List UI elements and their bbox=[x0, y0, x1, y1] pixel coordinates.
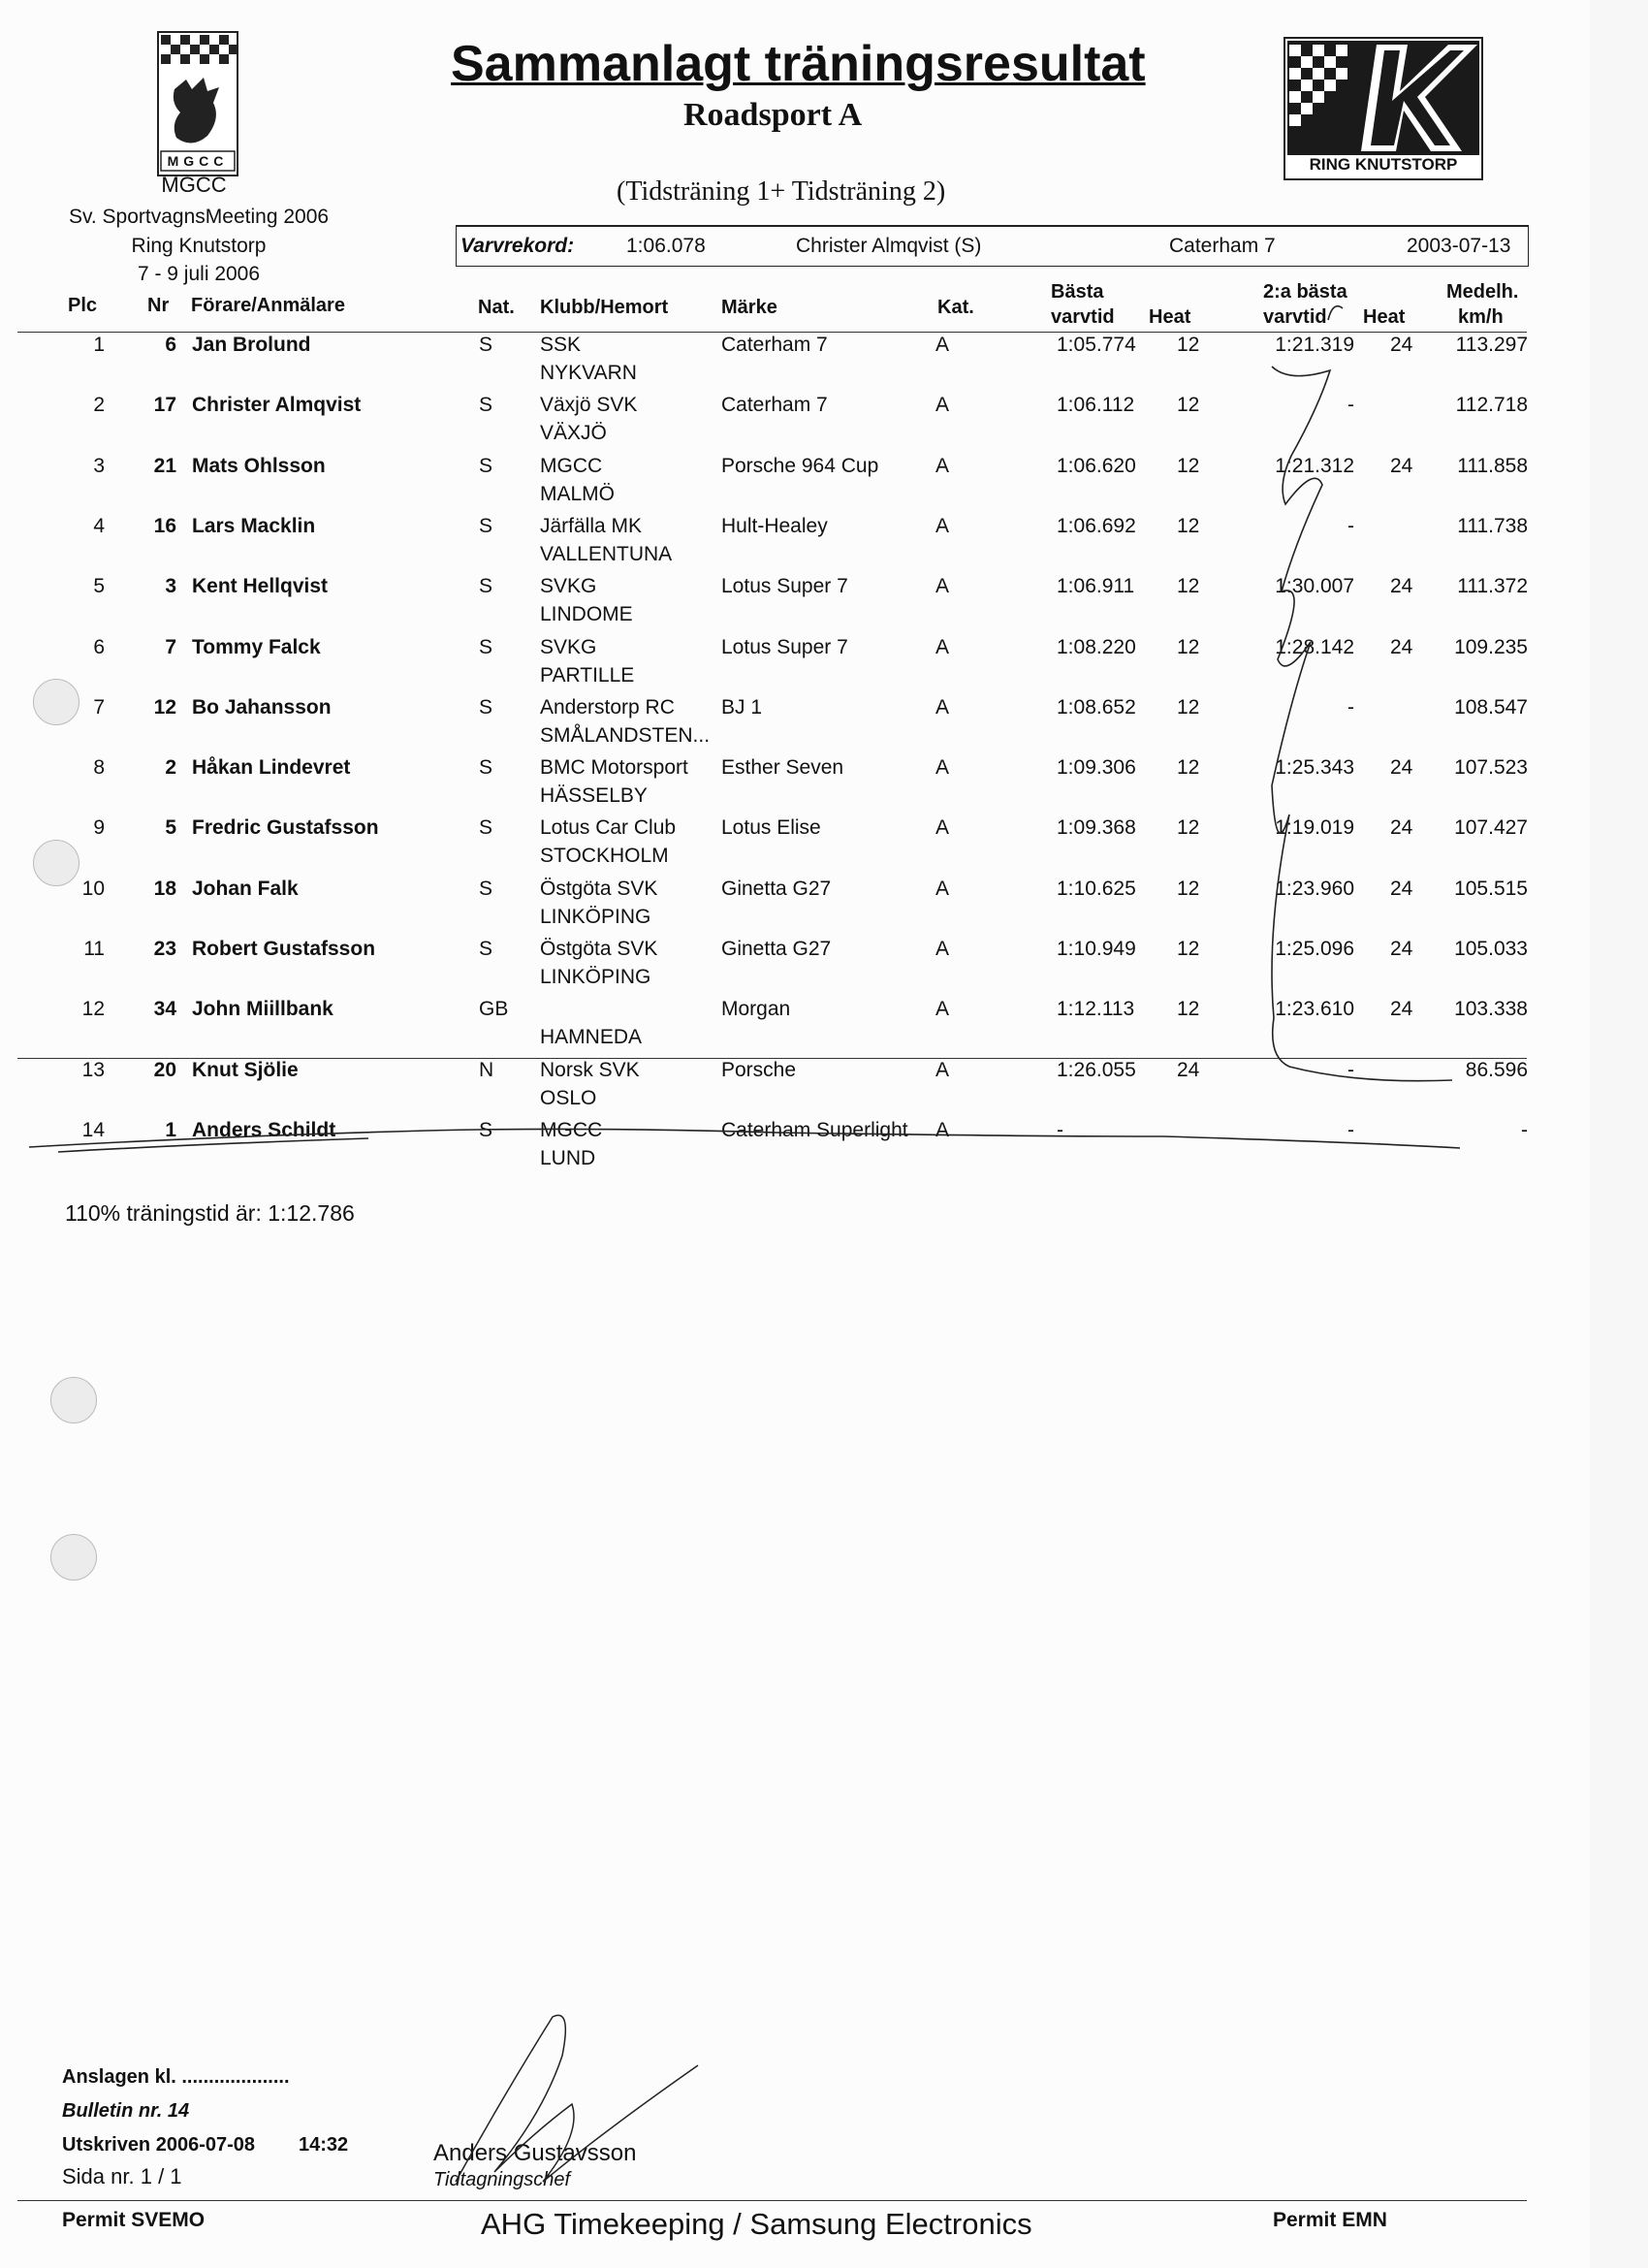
cell-nat: GB bbox=[479, 998, 509, 1021]
cell-best: 1:06.911 bbox=[1057, 575, 1135, 598]
cell-town: VALLENTUNA bbox=[540, 542, 673, 565]
cell-cat: A bbox=[935, 394, 950, 417]
cell-heat2: 24 bbox=[1390, 575, 1413, 598]
cell-heat2: 24 bbox=[1390, 938, 1413, 960]
cell-second: - bbox=[1347, 394, 1354, 417]
cell-plc: 1 bbox=[93, 334, 105, 356]
cell-nat: S bbox=[479, 756, 493, 780]
cell-town: LINKÖPING bbox=[540, 905, 651, 928]
cell-make: Caterham 7 bbox=[721, 394, 828, 417]
cell-nat: N bbox=[479, 1058, 494, 1081]
cell-avg: 86.596 bbox=[1465, 1058, 1528, 1081]
cell-plc: 8 bbox=[93, 756, 105, 780]
cell-nat: S bbox=[479, 575, 493, 598]
cell-nat: S bbox=[479, 394, 493, 417]
cell-make: Porsche 964 Cup bbox=[721, 454, 879, 477]
cell-heat2: 24 bbox=[1390, 334, 1413, 356]
cell-heat2: 24 bbox=[1390, 756, 1413, 780]
cell-avg: 108.547 bbox=[1454, 695, 1528, 719]
cell-avg: 107.427 bbox=[1454, 816, 1528, 840]
cell-plc: 12 bbox=[81, 998, 105, 1021]
cell-heat2: 24 bbox=[1390, 998, 1413, 1021]
cell-second: 1:23.960 bbox=[1275, 877, 1354, 900]
signature bbox=[427, 1997, 717, 2191]
event-dates: 7 - 9 juli 2006 bbox=[137, 263, 261, 285]
cell-driver: Fredric Gustafsson bbox=[192, 816, 379, 840]
signer-name: Anders Gustavsson bbox=[433, 2140, 637, 2166]
signer-role: Tidtagningschef bbox=[433, 2169, 571, 2190]
cell-second: 1:30.007 bbox=[1275, 575, 1354, 598]
cell-make: BJ 1 bbox=[721, 695, 763, 719]
cell-cat: A bbox=[935, 454, 950, 477]
cell-second: 1:28.142 bbox=[1275, 635, 1354, 658]
cell-nr: 7 bbox=[165, 635, 176, 658]
cell-driver: Jan Brolund bbox=[192, 334, 311, 356]
mgcc-logo-label: MGCC bbox=[167, 153, 229, 169]
cell-club: Växjö SVK bbox=[540, 394, 638, 417]
cell-best: 1:06.112 bbox=[1057, 394, 1135, 417]
posted-time: Anslagen kl. .................... bbox=[62, 2066, 290, 2088]
cell-cat: A bbox=[935, 635, 950, 658]
cell-avg: 111.738 bbox=[1457, 514, 1528, 537]
club-name: MGCC bbox=[161, 173, 227, 197]
cell-plc: 10 bbox=[81, 877, 105, 900]
qualifying-time-note: 110% träningstid är: 1:12.786 bbox=[65, 1200, 355, 1226]
cell-town: SMÅLANDSTEN... bbox=[540, 723, 711, 747]
cell-best: 1:26.055 bbox=[1057, 1058, 1136, 1081]
cell-heat: 12 bbox=[1177, 575, 1200, 598]
cell-plc: 7 bbox=[93, 695, 105, 719]
cell-driver: Christer Almqvist bbox=[192, 394, 362, 417]
cell-driver: Robert Gustafsson bbox=[192, 938, 376, 960]
cell-best: 1:08.220 bbox=[1057, 635, 1136, 658]
event-name: Sv. SportvagnsMeeting 2006 bbox=[68, 206, 330, 228]
cell-plc: 2 bbox=[93, 394, 105, 417]
cell-nat: S bbox=[479, 1118, 493, 1141]
cell-club: Järfälla MK bbox=[540, 514, 643, 537]
cell-make: Caterham 7 bbox=[721, 334, 828, 356]
cell-second: - bbox=[1347, 695, 1354, 719]
cell-make: Lotus Super 7 bbox=[721, 635, 848, 658]
cell-club: Norsk SVK bbox=[540, 1058, 640, 1081]
cell-second: - bbox=[1347, 514, 1354, 537]
cell-plc: 9 bbox=[93, 816, 105, 840]
cell-avg: - bbox=[1521, 1118, 1528, 1141]
cell-club: MGCC bbox=[540, 1118, 603, 1141]
cell-make: Lotus Elise bbox=[721, 816, 821, 840]
page-number: Sida nr. 1 / 1 bbox=[62, 2164, 182, 2188]
col-best-line2: varvtid bbox=[1051, 306, 1115, 328]
cell-plc: 4 bbox=[93, 514, 105, 537]
cell-best: 1:09.368 bbox=[1057, 816, 1136, 840]
cell-plc: 5 bbox=[93, 575, 105, 598]
page-title: Sammanlagt träningsresultat bbox=[451, 36, 1146, 92]
cell-cat: A bbox=[935, 695, 950, 719]
cell-town: LINDOME bbox=[540, 603, 633, 626]
col-heat: Heat bbox=[1149, 306, 1191, 328]
cell-make: Hult-Healey bbox=[721, 514, 828, 537]
cell-cat: A bbox=[935, 938, 950, 960]
cell-second: 1:25.096 bbox=[1275, 938, 1354, 960]
bulletin-number: Bulletin nr. 14 bbox=[62, 2100, 190, 2122]
cell-driver: Håkan Lindevret bbox=[192, 756, 351, 780]
col-nr: Nr bbox=[147, 295, 170, 316]
cell-nr: 6 bbox=[165, 334, 176, 356]
cell-heat2: 24 bbox=[1390, 454, 1413, 477]
printed-date: Utskriven 2006-07-08 bbox=[62, 2134, 256, 2156]
cell-nat: S bbox=[479, 938, 493, 960]
cell-best: 1:05.774 bbox=[1057, 334, 1136, 356]
cell-club: MGCC bbox=[540, 454, 603, 477]
cell-best: 1:09.306 bbox=[1057, 756, 1136, 780]
col-second-line1: 2:a bästa bbox=[1263, 281, 1347, 303]
cell-avg: 112.718 bbox=[1455, 394, 1528, 417]
cell-nr: 20 bbox=[153, 1058, 176, 1081]
cell-heat: 12 bbox=[1177, 756, 1200, 780]
lap-record-car: Caterham 7 bbox=[1169, 235, 1276, 257]
cell-driver: Anders Schildt bbox=[192, 1118, 336, 1141]
cell-second: 1:21.312 bbox=[1275, 454, 1354, 477]
lap-record-driver: Christer Almqvist (S) bbox=[796, 235, 982, 257]
session-description: (Tidsträning 1+ Tidsträning 2) bbox=[617, 176, 946, 207]
cell-heat: 24 bbox=[1177, 1058, 1200, 1081]
cell-club: SSK bbox=[540, 334, 582, 356]
cell-nr: 23 bbox=[153, 938, 176, 960]
binder-hole bbox=[33, 840, 79, 886]
cell-make: Porsche bbox=[721, 1058, 797, 1081]
cell-driver: Johan Falk bbox=[192, 877, 299, 900]
cell-nr: 21 bbox=[153, 454, 176, 477]
cell-second: 1:21.319 bbox=[1275, 334, 1354, 356]
cell-second: 1:23.610 bbox=[1275, 998, 1354, 1021]
lap-record-time: 1:06.078 bbox=[626, 235, 706, 257]
cell-nr: 18 bbox=[153, 877, 176, 900]
cell-best: - bbox=[1057, 1118, 1063, 1141]
cell-best: 1:10.625 bbox=[1057, 877, 1136, 900]
cell-club: SVKG bbox=[540, 635, 597, 658]
cell-avg: 105.515 bbox=[1454, 877, 1528, 900]
cell-plc: 6 bbox=[93, 635, 105, 658]
col-cat: Kat. bbox=[937, 297, 974, 318]
cell-club: Östgöta SVK bbox=[540, 877, 658, 900]
cell-avg: 103.338 bbox=[1454, 998, 1528, 1021]
cell-best: 1:08.652 bbox=[1057, 695, 1136, 719]
cell-second: - bbox=[1347, 1118, 1354, 1141]
cell-make: Morgan bbox=[721, 998, 791, 1021]
cell-best: 1:10.949 bbox=[1057, 938, 1136, 960]
venue-name: Ring Knutstorp bbox=[131, 235, 267, 257]
cell-cat: A bbox=[935, 1118, 950, 1141]
cell-best: 1:12.113 bbox=[1057, 998, 1135, 1021]
cell-second: 1:19.019 bbox=[1275, 816, 1354, 840]
cell-heat: 12 bbox=[1177, 877, 1200, 900]
cell-town: HÄSSELBY bbox=[540, 784, 648, 808]
cell-town: LINKÖPING bbox=[540, 966, 651, 988]
cell-heat: 12 bbox=[1177, 514, 1200, 537]
cell-nr: 1 bbox=[165, 1118, 176, 1141]
cell-make: Esther Seven bbox=[721, 756, 844, 780]
cell-avg: 111.372 bbox=[1457, 575, 1528, 598]
cell-nat: S bbox=[479, 695, 493, 719]
cell-town: LUND bbox=[540, 1146, 596, 1169]
cell-club: SVKG bbox=[540, 575, 597, 598]
binder-hole bbox=[50, 1377, 97, 1423]
cell-best: 1:06.692 bbox=[1057, 514, 1136, 537]
cell-nat: S bbox=[479, 454, 493, 477]
cell-avg: 113.297 bbox=[1455, 334, 1528, 356]
cell-make: Ginetta G27 bbox=[721, 938, 832, 960]
cell-town: NYKVARN bbox=[540, 362, 637, 384]
cell-avg: 105.033 bbox=[1454, 938, 1528, 960]
cell-club: Östgöta SVK bbox=[540, 938, 658, 960]
cell-make: Ginetta G27 bbox=[721, 877, 832, 900]
cell-cat: A bbox=[935, 514, 950, 537]
cell-nat: S bbox=[479, 816, 493, 840]
cell-heat: 12 bbox=[1177, 816, 1200, 840]
cell-plc: 13 bbox=[81, 1058, 105, 1081]
cell-heat: 12 bbox=[1177, 394, 1200, 417]
cell-plc: 3 bbox=[93, 454, 105, 477]
col-driver: Förare/Anmälare bbox=[191, 295, 345, 316]
cell-nr: 5 bbox=[165, 816, 176, 840]
cell-nr: 34 bbox=[153, 998, 176, 1021]
lap-record-label: Varvrekord: bbox=[460, 235, 575, 257]
col-avg-line2: km/h bbox=[1458, 306, 1504, 328]
cell-town: HAMNEDA bbox=[540, 1026, 643, 1049]
page-subtitle: Roadsport A bbox=[683, 97, 863, 133]
cell-town: MALMÖ bbox=[540, 482, 616, 505]
cell-heat: 12 bbox=[1177, 635, 1200, 658]
cell-avg: 111.858 bbox=[1457, 454, 1528, 477]
cell-town: VÄXJÖ bbox=[540, 422, 607, 445]
cell-heat2: 24 bbox=[1390, 635, 1413, 658]
cell-heat2: 24 bbox=[1390, 816, 1413, 840]
cell-heat: 12 bbox=[1177, 695, 1200, 719]
permit-svemo: Permit SVEMO bbox=[62, 2209, 206, 2231]
cell-town: STOCKHOLM bbox=[540, 845, 669, 868]
cell-nat: S bbox=[479, 514, 493, 537]
cell-cat: A bbox=[935, 756, 950, 780]
cell-cat: A bbox=[935, 816, 950, 840]
cell-driver: Mats Ohlsson bbox=[192, 454, 326, 477]
printed-time: 14:32 bbox=[299, 2134, 349, 2156]
col-club: Klubb/Hemort bbox=[540, 297, 669, 318]
cell-driver: John Miillbank bbox=[192, 998, 333, 1021]
cell-nr: 3 bbox=[165, 575, 176, 598]
col-nat: Nat. bbox=[478, 297, 515, 318]
ring-knutstorp-label: RING KNUTSTORP bbox=[1309, 155, 1458, 174]
binder-hole bbox=[50, 1534, 97, 1581]
cell-heat: 12 bbox=[1177, 938, 1200, 960]
cell-plc: 14 bbox=[81, 1118, 105, 1141]
cell-driver: Tommy Falck bbox=[192, 635, 321, 658]
cell-nat: S bbox=[479, 877, 493, 900]
cell-club: Anderstorp RC bbox=[540, 695, 675, 719]
cell-cat: A bbox=[935, 334, 950, 356]
cell-make: Lotus Super 7 bbox=[721, 575, 848, 598]
lap-record-date: 2003-07-13 bbox=[1407, 235, 1511, 257]
cell-nr: 2 bbox=[165, 756, 176, 780]
col-plc: Plc bbox=[68, 295, 98, 316]
col-best-line1: Bästa bbox=[1051, 281, 1104, 303]
cell-nr: 17 bbox=[153, 394, 176, 417]
cell-nat: S bbox=[479, 334, 493, 356]
cell-town: PARTILLE bbox=[540, 663, 635, 687]
permit-emn: Permit EMN bbox=[1273, 2209, 1387, 2231]
col-avg-line1: Medelh. bbox=[1446, 281, 1519, 303]
col-second-line2: varvtid bbox=[1263, 306, 1327, 328]
cell-driver: Lars Macklin bbox=[192, 514, 316, 537]
cell-heat: 12 bbox=[1177, 334, 1200, 356]
cell-heat: 12 bbox=[1177, 454, 1200, 477]
cell-driver: Bo Jahansson bbox=[192, 695, 332, 719]
cell-cat: A bbox=[935, 575, 950, 598]
cell-cat: A bbox=[935, 877, 950, 900]
cell-club: BMC Motorsport bbox=[540, 756, 688, 780]
cell-nat: S bbox=[479, 635, 493, 658]
cell-best: 1:06.620 bbox=[1057, 454, 1136, 477]
cell-make: Caterham Superlight bbox=[721, 1118, 908, 1141]
cell-cat: A bbox=[935, 998, 950, 1021]
cell-driver: Knut Sjölie bbox=[192, 1058, 299, 1081]
cell-avg: 109.235 bbox=[1454, 635, 1528, 658]
timekeeping-company: AHG Timekeeping / Samsung Electronics bbox=[481, 2207, 1032, 2241]
col-heat2: Heat bbox=[1363, 306, 1406, 328]
cell-heat: 12 bbox=[1177, 998, 1200, 1021]
cell-club: Lotus Car Club bbox=[540, 816, 677, 840]
binder-hole bbox=[33, 679, 79, 725]
cell-second: - bbox=[1347, 1058, 1354, 1081]
cell-driver: Kent Hellqvist bbox=[192, 575, 329, 598]
col-make: Märke bbox=[721, 297, 777, 318]
cell-avg: 107.523 bbox=[1454, 756, 1528, 780]
cell-second: 1:25.343 bbox=[1275, 756, 1354, 780]
cell-nr: 16 bbox=[153, 514, 176, 537]
cell-town: OSLO bbox=[540, 1086, 597, 1109]
cell-nr: 12 bbox=[153, 695, 176, 719]
cell-heat2: 24 bbox=[1390, 877, 1413, 900]
cell-cat: A bbox=[935, 1058, 950, 1081]
footer-divider bbox=[17, 2200, 1527, 2201]
cell-plc: 11 bbox=[83, 938, 105, 960]
